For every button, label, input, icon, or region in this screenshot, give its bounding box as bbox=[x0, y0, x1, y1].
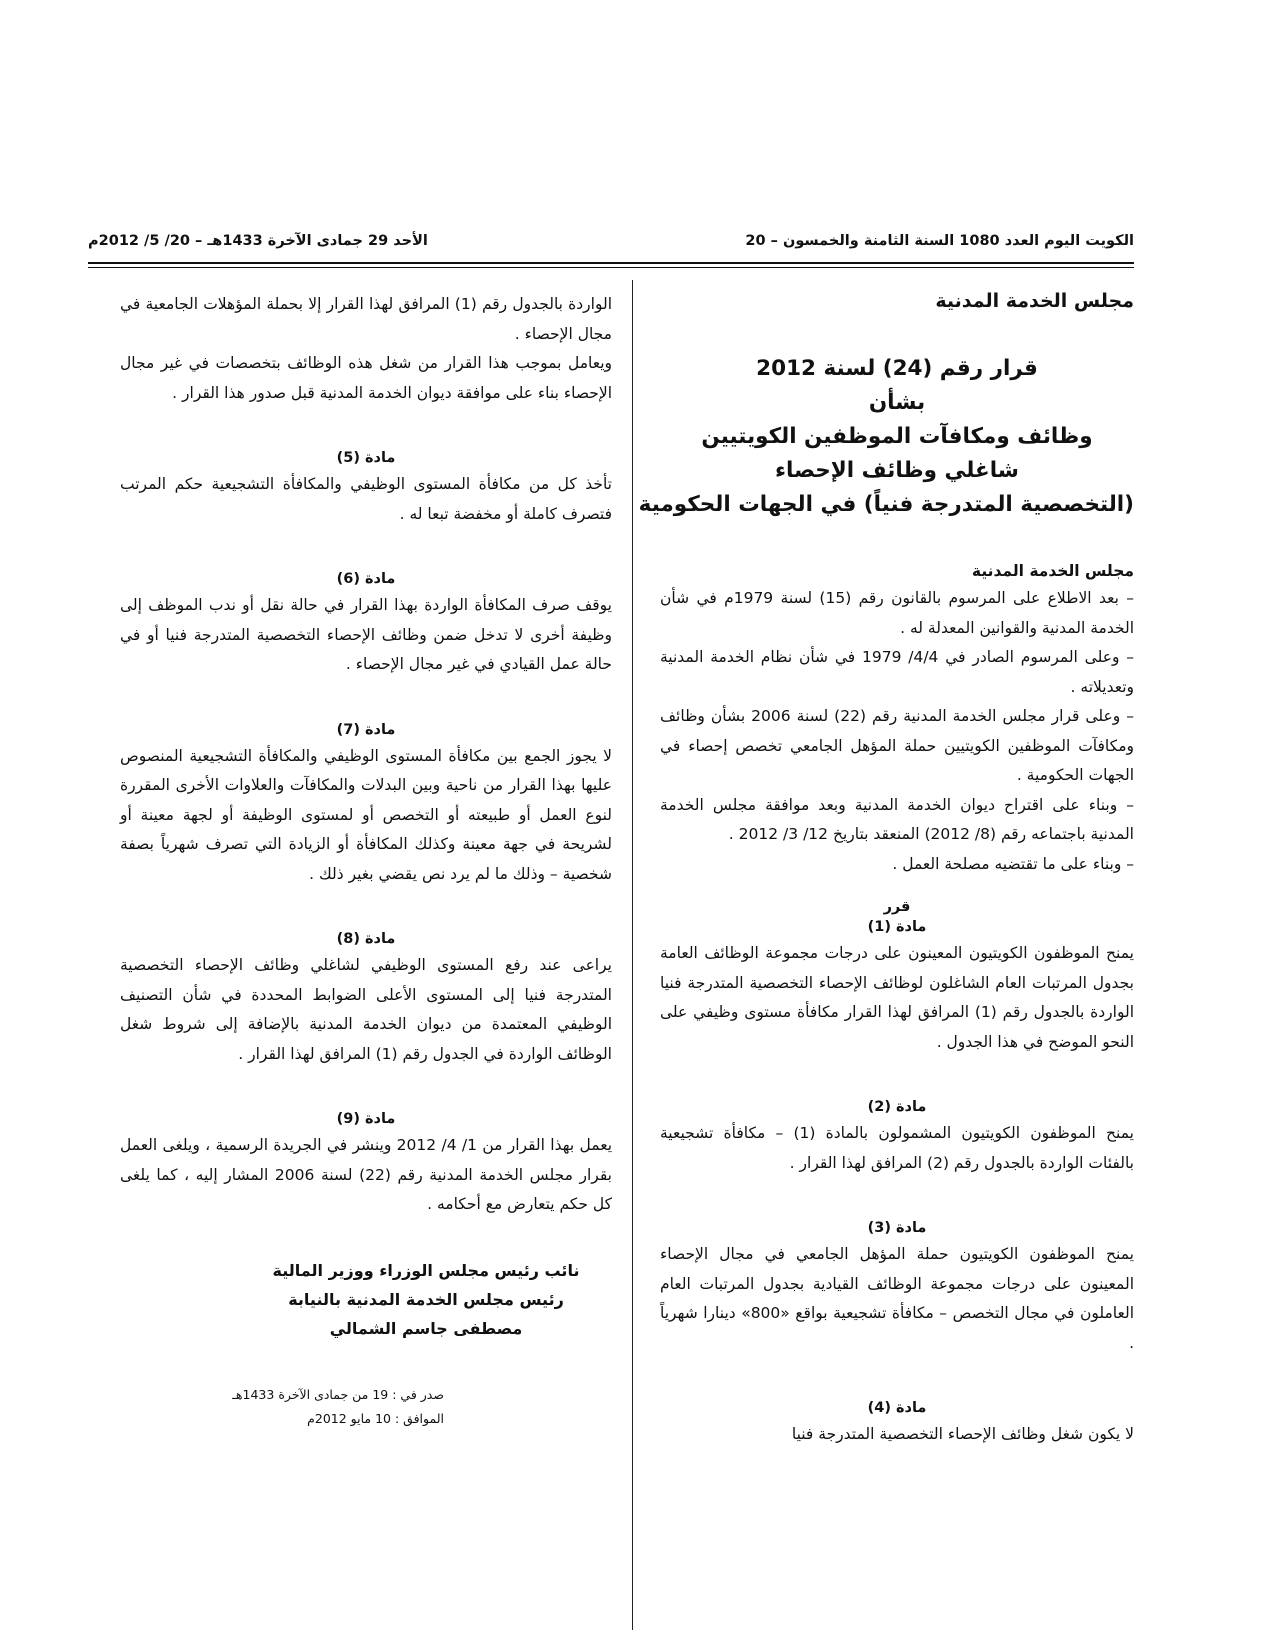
header-rule-thin bbox=[88, 267, 1134, 268]
preamble-item: – وعلى المرسوم الصادر في 4/4/ 1979 في شأن نظام الخدمة المدنية وتعديلاته . bbox=[660, 648, 1134, 696]
article-3-title: مادة (3) bbox=[867, 1220, 927, 1236]
left-column bbox=[120, 290, 612, 1431]
decree-title-line: شاغلي وظائف الإحصاء bbox=[775, 458, 1019, 483]
article-4-title: مادة (4) bbox=[867, 1400, 927, 1416]
decree-title bbox=[638, 352, 1134, 522]
signature-block bbox=[120, 1256, 612, 1343]
article-4-text-end: الواردة بالجدول رقم (1) المرافق لهذا القرار إلا بحملة المؤهلات الجامعية في مجال الإحصاء . bbox=[120, 295, 612, 343]
article-2-title: مادة (2) bbox=[867, 1099, 927, 1115]
signature-name: مصطفى جاسم الشمالي bbox=[329, 1318, 523, 1338]
preamble-item: – وبناء على اقتراح ديوان الخدمة المدنية وبعد موافقة مجلس الخدمة المدنية باجتماعه رقم (8/ 2012) المنعقد بتاريخ 12/ 3/ 2012 . bbox=[660, 795, 1134, 843]
article-5-title: مادة (5) bbox=[336, 450, 396, 466]
issue-date-block bbox=[120, 1383, 612, 1431]
article-4-text-start: لا يكون شغل وظائف الإحصاء التخصصية المتدرجة فنيا bbox=[791, 1425, 1134, 1443]
article-7-title: مادة (7) bbox=[336, 721, 396, 738]
header-date: الأحد 29 جمادى الآخرة 1433هـ – 20/ 5/ 2012م bbox=[88, 233, 428, 249]
article-9-text: يعمل بهذا القرار من 1/ 4/ 2012 وينشر في الجريدة الرسمية ، ويلغى العمل بقرار مجلس الخدمة المدنية رقم (22) لسنة 2006 المشار إليه ، كما يلغى كل حكم يتعارض مع أحكامه . bbox=[120, 1136, 613, 1213]
article-6-title: مادة (6) bbox=[336, 571, 396, 587]
page-header bbox=[88, 228, 1134, 254]
article-2-text: يمنح الموظفون الكويتيون المشمولون بالمادة (1) – مكافأة تشجيعية بالفئات الواردة بالجدول رقم (2) المرافق لهذا القرار . bbox=[660, 1124, 1134, 1172]
article-3-text: يمنح الموظفون الكويتيون حملة المؤهل الجامعي في مجال الإحصاء المعينون على درجات مجموعة الوظائف القيادية بجدول المرتبات العام العاملون في مجال التخصص – مكافأة تشجيعية بواقع «800» دينارا شهرياً . bbox=[660, 1245, 1134, 1352]
decree-title-line: (التخصصية المتدرجة فنياً) في الجهات الحكومية bbox=[638, 492, 1134, 517]
article-6-text: يوقف صرف المكافأة الواردة بهذا القرار في حالة نقل أو ندب الموظف إلى وظيفة أخرى لا تدخل ضمن وظائف الإحصاء التخصصية المتدرجة فنيا أو في حالة عمل القيادي في غير مجال الإحصاء . bbox=[120, 596, 612, 673]
article-1-text: يمنح الموظفون الكويتيون المعينون على درجات مجموعة الوظائف العامة بجدول المرتبات العام الشاغلون لوظائف الإحصاء التخصصية المتدرجة فنيا الواردة بالجدول رقم (1) المرافق لهذا القرار مكافأة مستوى وظيفي على النحو الموضح في هذا الجدول . bbox=[660, 944, 1134, 1051]
signature-line: نائب رئيس مجلس الوزراء ووزير المالية bbox=[272, 1260, 580, 1280]
council-heading: مجلس الخدمة المدنية bbox=[971, 562, 1134, 580]
signature-line: رئيس مجلس الخدمة المدنية بالنيابة bbox=[288, 1289, 564, 1309]
header-rule bbox=[88, 262, 1134, 264]
column-divider bbox=[632, 280, 633, 1630]
decree-title-line: قرار رقم (24) لسنة 2012 bbox=[756, 356, 1038, 381]
section-title: مجلس الخدمة المدنية bbox=[935, 290, 1134, 312]
preamble-item: – وبناء على ما تقتضيه مصلحة العمل . bbox=[892, 854, 1134, 873]
header-issue-info: الكويت اليوم العدد 1080 السنة الثامنة والخمسون – 20 bbox=[745, 233, 1134, 249]
article-8-text: يراعى عند رفع المستوى الوظيفي لشاغلي وظائف الإحصاء التخصصية المتدرجة فنيا إلى المستوى الأعلى الضوابط المحددة في شأن التصنيف الوظيفي المعتمدة من ديوان الخدمة المدنية بالإضافة إلى شروط شغل الوظائف الواردة في الجدول رقم (1) المرافق لهذا القرار . bbox=[120, 956, 612, 1063]
decided-heading: قرر bbox=[883, 899, 911, 915]
decree-title-line: وظائف ومكافآت الموظفين الكويتيين bbox=[701, 424, 1093, 449]
article-9-title: مادة (9) bbox=[336, 1111, 396, 1127]
right-column bbox=[638, 290, 1134, 1450]
decree-title-line: بشأن bbox=[868, 390, 926, 415]
article-7-text: لا يجوز الجمع بين مكافأة المستوى الوظيفي والمكافأة التشجيعية المنصوص عليها بهذا القرار من ناحية وبين البدلات والمكافآت والعلاوات الأخرى المقررة لنوع العمل أو طبيعته أو التخصص أو لمستوى الوظيفة أو لجهة معينة أو لشريحة في جهة معينة وكذلك المكافأة أو الزيادة التي تصرف شهرياً بصفة شخصية – وذلك ما لم يرد نص يقضي بغير ذلك . bbox=[120, 746, 612, 883]
issued-gregorian: الموافق : 10 مايو 2012م bbox=[307, 1410, 444, 1426]
article-5-text: تأخذ كل من مكافأة المستوى الوظيفي والمكافأة التشجيعية حكم المرتب فتصرف كاملة أو مخفضة تبعا له . bbox=[120, 475, 612, 523]
article-4-note: ويعامل بموجب هذا القرار من شغل هذه الوظائف بتخصصات في غير مجال الإحصاء بناء على موافقة ديوان الخدمة المدنية قبل صدور هذا القرار . bbox=[120, 354, 612, 402]
article-1-title: مادة (1) bbox=[867, 919, 927, 935]
preamble-item: – بعد الاطلاع على المرسوم بالقانون رقم (15) لسنة 1979م في شأن الخدمة المدنية والقوانين المعدلة له . bbox=[660, 589, 1134, 637]
issued-hijri: صدر في : 19 من جمادى الآخرة 1433هـ bbox=[232, 1386, 444, 1402]
preamble-item: – وعلى قرار مجلس الخدمة المدنية رقم (22) لسنة 2006 بشأن وظائف ومكافآت الموظفين الكويتيين حملة المؤهل الجامعي تخصص إحصاء في الجهات الحكومية . bbox=[660, 707, 1134, 784]
article-8-title: مادة (8) bbox=[336, 931, 396, 947]
